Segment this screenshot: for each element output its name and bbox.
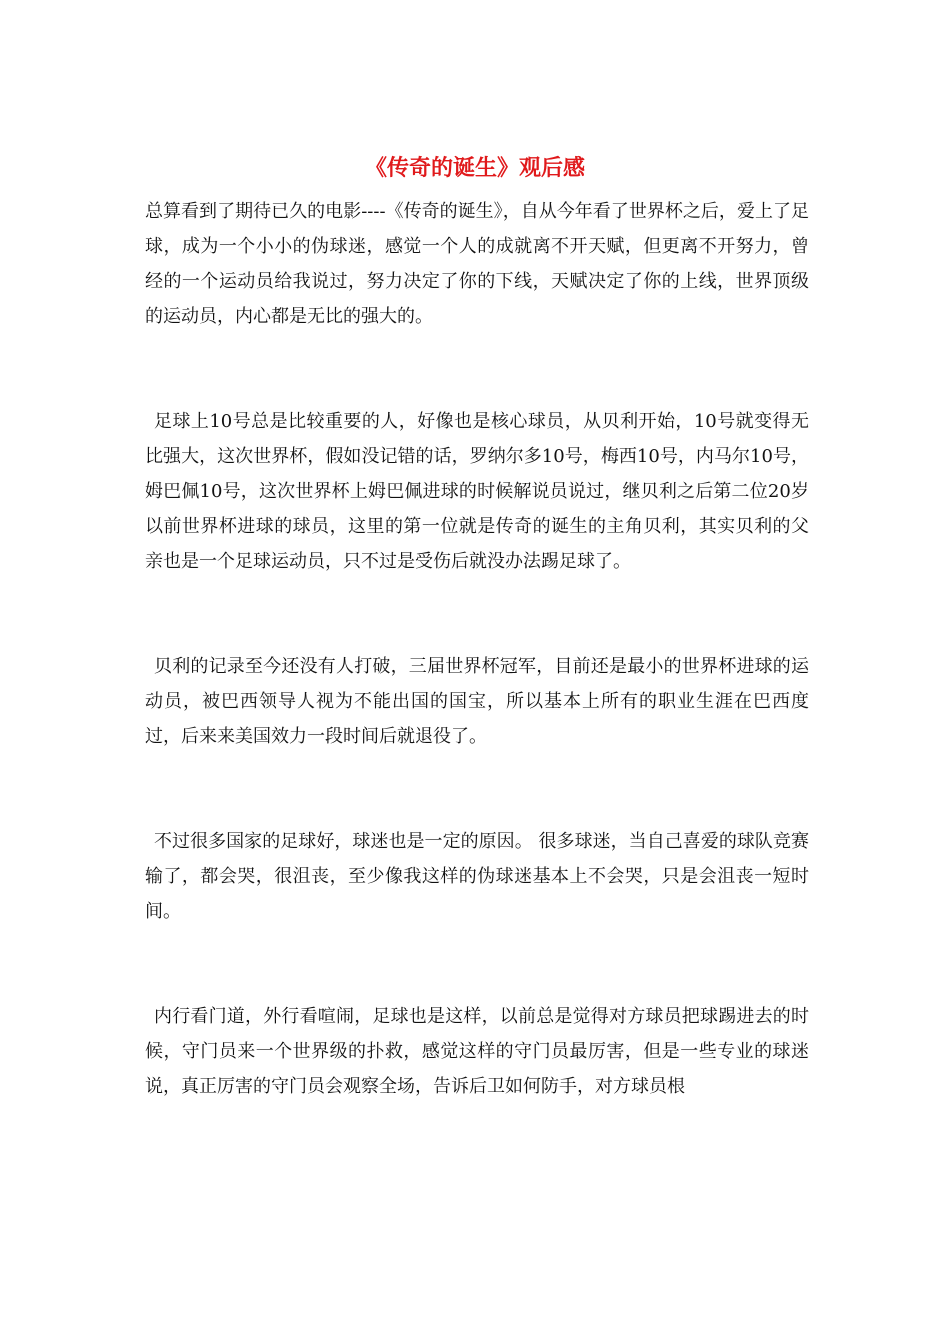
document-title: 《传奇的诞生》观后感 <box>364 155 585 181</box>
paragraph-gap <box>145 334 809 404</box>
paragraph-3: 贝利的记录至今还没有人打破，三届世界杯冠军，目前还是最小的世界杯进球的运动员，被巴西领导人视为不能出国的国宝，所以基本上所有的职业生涯在巴西度过，后来来美国效力一段时间后就退役了。 <box>145 656 809 747</box>
paragraph-4: 不过很多国家的足球好，球迷也是一定的原因。 很多球迷，当自己喜爱的球队竞赛输了，都会哭，很沮丧，至少像我这样的伪球迷基本上不会哭，只是会沮丧一短时间。 <box>145 831 809 922</box>
paragraph-gap <box>145 579 809 649</box>
paragraph-2: 足球上10号总是比较重要的人，好像也是核心球员，从贝利开始，10号就变得无比强大，这次世界杯，假如没记错的话，罗纳尔多10号，梅西10号，内马尔10号，姆巴佩10号，这次世界杯上姆巴佩进球的时候解说员说过，继贝利之后第二位20岁以前世界杯进球的球员，这里的第一位就是传奇的诞生的主角贝利，其实贝利的父亲也是一个足球运动员，只不过是受伤后就没办法踢足球了。 <box>145 411 809 572</box>
paragraph-5: 内行看门道，外行看喧闹，足球也是这样，以前总是觉得对方球员把球踢进去的时候，守门员来一个世界级的扑救，感觉这样的守门员最厉害，但是一些专业的球迷说，真正厉害的守门员会观察全场，告诉后卫如何防手，对方球员根 <box>145 1006 809 1097</box>
paragraph-gap <box>145 754 809 824</box>
paragraph-gap <box>145 929 809 999</box>
paragraph-1: 总算看到了期待已久的电影----《传奇的诞生》，自从今年看了世界杯之后，爱上了足球，成为一个小小的伪球迷，感觉一个人的成就离不开天赋，但更离不开努力，曾经的一个运动员给我说过，努力决定了你的下线，天赋决定了你的上线，世界顶级的运动员，内心都是无比的强大的。 <box>145 201 809 327</box>
document-body <box>145 194 809 1104</box>
